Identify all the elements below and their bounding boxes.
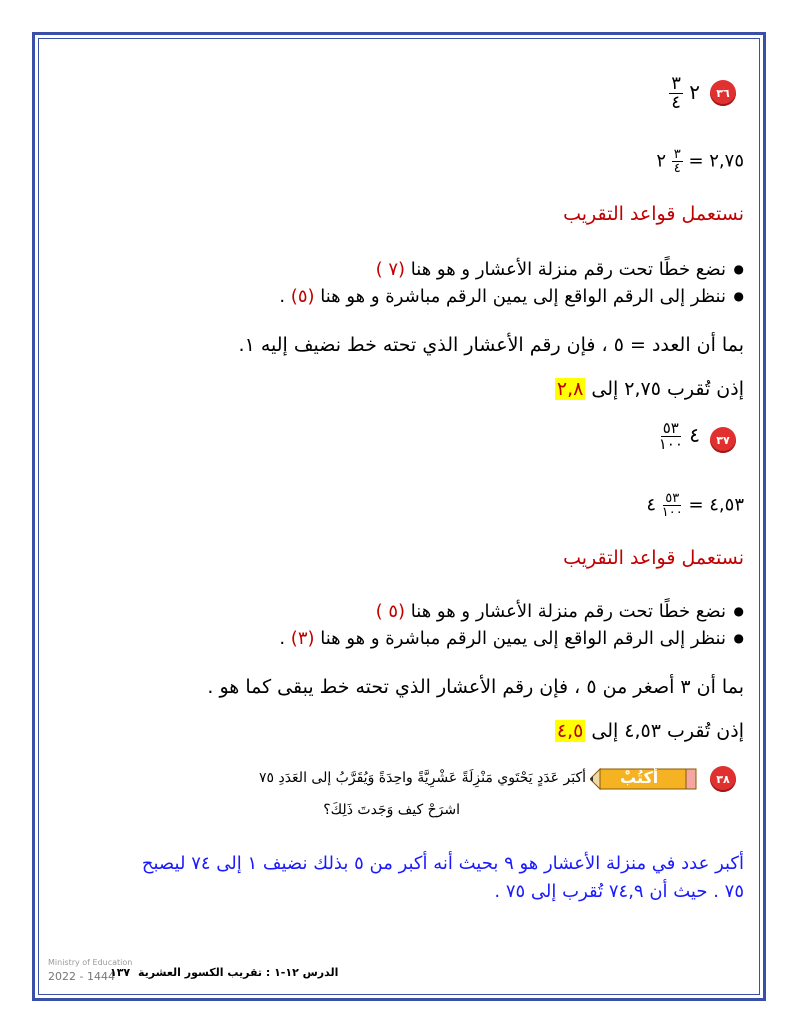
problem-37-mixed-number	[659, 421, 700, 452]
footer	[48, 970, 115, 983]
problem-37-rules-title: نستعمل قواعد التقريب	[563, 547, 744, 569]
problem-37-bullets	[279, 598, 744, 652]
fraction-denominator: ١٠٠	[661, 505, 683, 520]
fraction-numerator: ٥٣	[665, 491, 680, 506]
fraction-numerator: ٥٣	[662, 419, 679, 437]
problem-37-number: ٣٧	[716, 433, 730, 447]
problem-36-equation: ٢,٧٥ = $\frac{٣}{٤}$ ٢	[656, 147, 744, 176]
problem-38-question-line1: أكبَر عَدَدٍ يَحْتَوي مَنْزِلَةً عَشْرِيَّةً واحِدَةً وَيُقَرَّبُ إلى العَدَدِ ٧٥	[258, 770, 586, 786]
problem-38-question-line2: اشرَحْ كيف وَجَدتَ ذَلِكَ؟	[323, 802, 460, 818]
whole-part: ٢	[656, 150, 666, 172]
watermark: Ministry of Education	[48, 958, 133, 967]
footer-lesson: الدرس ١٢-١ : تقريب الكسور العشرية	[138, 966, 339, 979]
problem-36-number: ٣٦	[716, 86, 730, 100]
fraction-numerator: ٣	[671, 73, 681, 94]
problem-36-badge	[710, 80, 736, 106]
decimal-value: ٢,٧٥	[709, 150, 744, 172]
list-item: ● نضع خطًا تحت رقم منزلة الأعشار و هو هنا (٥ )	[279, 598, 744, 625]
decimal-value: ٤,٥٣	[709, 494, 744, 516]
page-number: ١٣٧	[110, 966, 131, 979]
whole-part: ٤	[646, 494, 657, 516]
problem-37-answer: إذن تُقرب ٤,٥٣ إلى ٤,٥	[556, 720, 744, 742]
whole-part: ٤	[689, 423, 700, 447]
fraction-denominator: ١٠٠	[658, 435, 683, 453]
problem-37-equation: ٤,٥٣ = $\frac{٥٣}{١٠٠}$ ٤	[646, 491, 744, 520]
problem-37-badge	[710, 427, 736, 453]
fraction-denominator: ٤	[673, 161, 681, 176]
footer-lesson-block	[110, 966, 338, 979]
footer-year: 2022 - 1444	[48, 970, 115, 983]
list-item: ● ننظر إلى الرقم الواقع إلى يمين الرقم مباشرة و هو هنا (٣) .	[279, 625, 744, 652]
problem-38-answer-line1: أكبر عدد في منزلة الأعشار هو ٩ بحيث أنه أكبر من ٥ بذلك نضيف ١ إلى ٧٤ ليصبح	[141, 853, 744, 874]
problem-36-bullets	[279, 256, 744, 310]
problem-36-mixed-number	[669, 75, 700, 112]
write-label-pencil	[590, 766, 702, 796]
answer-highlight: ٤,٥	[556, 720, 584, 742]
problem-38-badge	[710, 766, 736, 792]
problem-38-answer-line2: ٧٥ . حيث أن ٧٤,٩ تُقرب إلى ٧٥ .	[494, 881, 744, 902]
list-item: ● نضع خطًا تحت رقم منزلة الأعشار و هو هنا (٧ )	[279, 256, 744, 283]
whole-part: ٢	[689, 80, 700, 104]
problem-36-explanation: بما أن العدد = ٥ ، فإن رقم الأعشار الذي تحته خط نضيف إليه ١.	[238, 334, 744, 356]
problem-38-number: ٣٨	[716, 772, 730, 786]
answer-highlight: ٢,٨	[556, 378, 584, 400]
fraction-denominator: ٤	[671, 92, 681, 113]
problem-36-rules-title: نستعمل قواعد التقريب	[563, 203, 744, 225]
fraction-numerator: ٣	[673, 147, 681, 162]
problem-37-explanation: بما أن ٣ أصغر من ٥ ، فإن رقم الأعشار الذي تحته خط يبقى كما هو .	[207, 676, 744, 698]
write-label-text: أكتُبْ	[620, 768, 659, 787]
list-item: ● ننظر إلى الرقم الواقع إلى يمين الرقم مباشرة و هو هنا (٥) .	[279, 283, 744, 310]
problem-36-answer: إذن تُقرب ٢,٧٥ إلى ٢,٨	[556, 378, 744, 400]
